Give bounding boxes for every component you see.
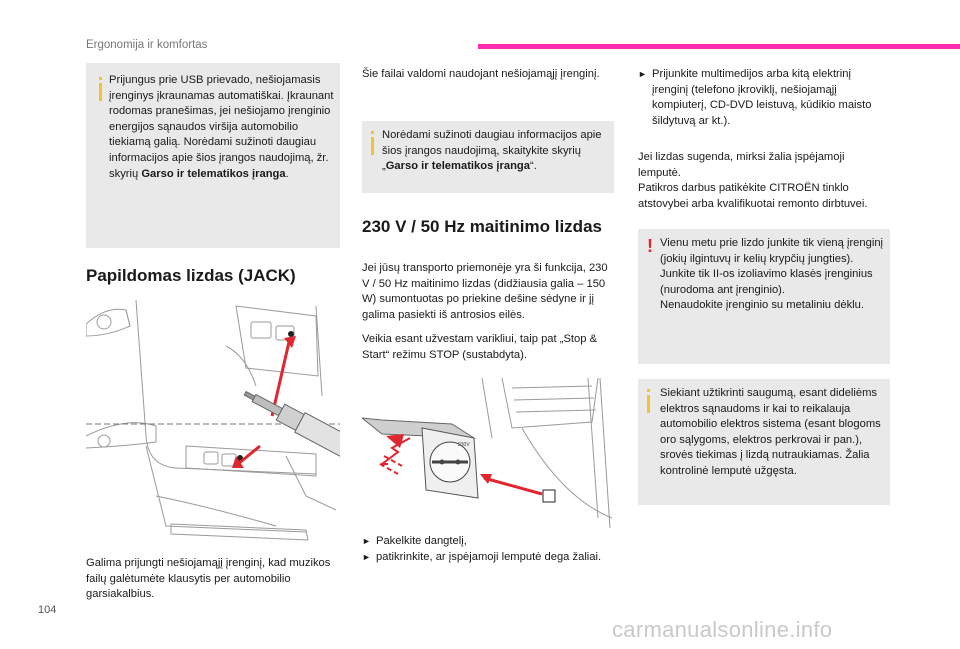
- single-device-warning: [638, 229, 890, 364]
- info-icon: [371, 137, 374, 155]
- socket-steps-list: [362, 534, 616, 565]
- info-icon: [99, 83, 102, 101]
- safety-info-text: Siekiant užtikrinti saugumą, esant dideliėms elektros sąnaudoms ir kai to reikalauja automobilio elektros sistema (esant blogoms oro sąlygoms, elektros perkrovai ir pan.), srovės tiekimas į lizdą nutraukiamas. Žalia kontrolinė lemputė užgęsta.: [660, 387, 881, 477]
- fault-para: Jei lizdas sugenda, mirksi žalia įspėjamoji lemputė.: [638, 151, 845, 179]
- list-item: ► Prijunkite multimedijos arba kitą elektrinį įrenginį (telefono įkroviklį, nešiojamąjį kompiuterį, CD-DVD leistuvą, kūdikio maisto šildytuvą ar kt.).: [638, 67, 890, 129]
- arrow-bullet-icon: ►: [362, 536, 371, 546]
- usb-info-note: [86, 63, 340, 248]
- list-item: ► patikrinkite, ar įspėjamoji lemputė dega žaliai.: [362, 550, 616, 566]
- jack-caption: Galima prijungti nešiojamąjį įrenginį, kad muzikos failų galėtumėte klausytis per automobilio garsiakalbius.: [86, 557, 331, 601]
- power-socket-illustration: [362, 378, 614, 528]
- service-para: Patikros darbus patikėkite CITROËN tinklo atstovybei arba kvalifikuotai remonto dirbtuvei.: [638, 182, 868, 210]
- arrow-bullet-icon: ►: [362, 551, 371, 562]
- page-number: 104: [38, 604, 57, 616]
- telematics-info-text: Norėdami sužinoti daugiau informacijos apie šios įrangos naudojimą, skaitykite skyrių „Garso ir telematikos įranga“.: [382, 129, 602, 173]
- socket-para-1: Jei jūsų transporto priemonėje yra ši funkcija, 230 V / 50 Hz maitinimo lizdas (didžiausia galia – 150 W) sumontuotas po priekine dešine sėdyne ir jį galima pasiekti iš antrosios eilės.: [362, 262, 608, 321]
- section-title: Ergonomija ir komfortas: [86, 39, 208, 51]
- info-icon: [647, 395, 650, 413]
- list-item: ► Pakelkite dangtelį,: [362, 534, 616, 550]
- connect-steps-list: [638, 67, 890, 129]
- jack-heading: Papildomas lizdas (JACK): [86, 266, 296, 285]
- section-accent-bar: [478, 44, 960, 49]
- col2-intro: Šie failai valdomi naudojant nešiojamąjį įrenginį.: [362, 68, 600, 80]
- socket-para-2: Veikia esant užvestam varikliui, taip pat „Stop & Start“ režimu STOP (sustabdyta).: [362, 333, 598, 361]
- warning-icon: !: [647, 236, 653, 256]
- watermark: carmanualsonline.info: [612, 617, 833, 642]
- usb-info-text: Prijungus prie USB prievado, nešiojamasis įrenginys įkraunamas automatiškai. Įkraunant rodomas pranešimas, jei nešiojamo įrenginio energijos sąnaudos viršija automobilio tiekiamą galią. Norėdami sužinoti daugiau informacijos apie šios įrangos naudojimą, žr. skyrių Garso ir telematikos įranga.: [109, 74, 334, 180]
- socket-voltage-label: 230V: [458, 442, 470, 448]
- safety-info-note: [638, 379, 890, 505]
- socket-heading: 230 V / 50 Hz maitinimo lizdas: [362, 217, 602, 236]
- arrow-bullet-icon: ►: [638, 69, 647, 79]
- telematics-info-note: [362, 121, 614, 193]
- jack-socket-illustration: [86, 296, 340, 546]
- warning-text: Vienu metu prie lizdo junkite tik vieną įrenginį (jokių ilgintuvų ir kelių krypčių jungties). Junkite tik II-os izoliavimo klasės įrenginius (nurodoma ant įrenginio). Nenaudokite įrenginio su metaliniu dėklu.: [660, 237, 884, 312]
